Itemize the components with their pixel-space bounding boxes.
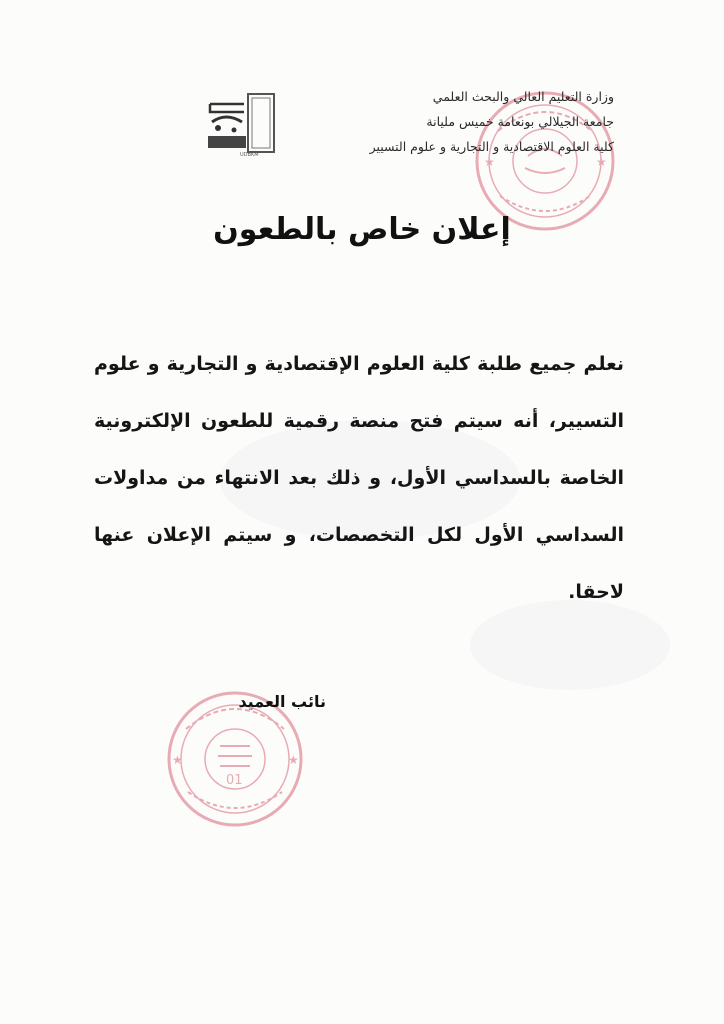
faculty-line: كلية العلوم الاقتصادية و التجارية و علوم التسيير [369, 139, 614, 154]
svg-text:UDBKM: UDBKM [240, 152, 259, 158]
svg-text:★: ★ [596, 155, 607, 169]
page-title: إعلان خاص بالطعون [213, 212, 511, 247]
ministry-line: وزارة التعليم العالي والبحث العلمي [432, 89, 614, 104]
signatory-title: نائب العميد [238, 692, 326, 711]
svg-text:★: ★ [288, 753, 299, 767]
announcement-body: نعلم جميع طلبة كلية العلوم الإقتصادية و التجارية و علوم التسيير، أنه سيتم فتح منصة رقمية للطعون الإلكترونية الخاصة بالسداسي الأول، و ذلك بعد الانتهاء من مداولات السداسي الأول لكل التخصصات، و سيتم الإعلان عنها لاحقا. [94, 353, 624, 603]
university-line: جامعة الجيلالي بونعامة خميس مليانة [426, 114, 614, 129]
svg-text:★: ★ [172, 753, 183, 767]
university-logo-icon [202, 92, 278, 158]
svg-text:★: ★ [484, 155, 495, 169]
institution-header [284, 84, 614, 159]
svg-text:01: 01 [226, 773, 243, 788]
